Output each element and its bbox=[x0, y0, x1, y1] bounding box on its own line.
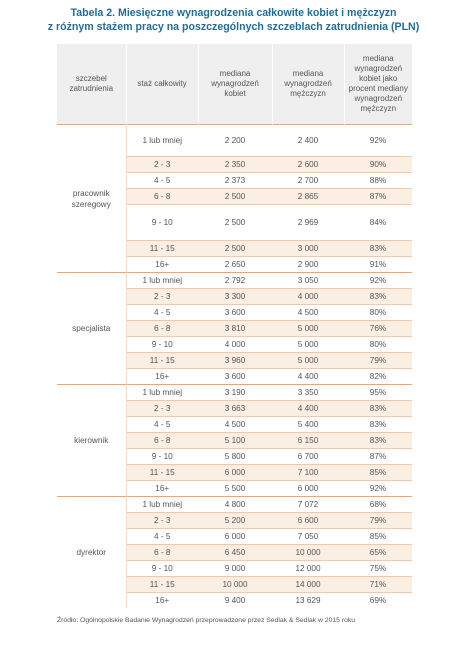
cell-tenure: 4 - 5 bbox=[126, 529, 198, 545]
cell-tenure: 9 - 10 bbox=[126, 205, 198, 241]
cell-men: 5 000 bbox=[272, 321, 344, 337]
cell-women: 5 200 bbox=[198, 513, 272, 529]
cell-women: 6 000 bbox=[198, 465, 272, 481]
cell-women: 2 500 bbox=[198, 241, 272, 257]
cell-ratio: 71% bbox=[344, 577, 412, 593]
section-label: pracownik szeregowy bbox=[57, 125, 126, 273]
cell-women: 3 663 bbox=[198, 401, 272, 417]
header-ratio: mediana wynagrodzeń kobiet jako procent mediany wynagrodzeń mężczyzn bbox=[344, 44, 412, 125]
cell-ratio: 80% bbox=[344, 337, 412, 353]
table-title bbox=[0, 0, 467, 34]
cell-ratio: 83% bbox=[344, 241, 412, 257]
title-line-1: Tabela 2. Miesięczne wynagrodzenia całkowite kobiet i mężczyzn bbox=[70, 7, 397, 19]
cell-women: 9 400 bbox=[198, 593, 272, 609]
cell-women: 3 600 bbox=[198, 305, 272, 321]
cell-women: 2 650 bbox=[198, 257, 272, 273]
cell-women: 3 300 bbox=[198, 289, 272, 305]
cell-ratio: 79% bbox=[344, 353, 412, 369]
cell-women: 2 792 bbox=[198, 273, 272, 289]
cell-tenure: 2 - 3 bbox=[126, 157, 198, 173]
cell-ratio: 80% bbox=[344, 305, 412, 321]
table-row bbox=[57, 497, 412, 513]
cell-ratio: 65% bbox=[344, 545, 412, 561]
table-body bbox=[57, 125, 412, 609]
cell-tenure: 4 - 5 bbox=[126, 173, 198, 189]
cell-tenure: 1 lub mniej bbox=[126, 385, 198, 401]
cell-men: 4 400 bbox=[272, 369, 344, 385]
cell-tenure: 11 - 15 bbox=[126, 577, 198, 593]
cell-ratio: 92% bbox=[344, 125, 412, 157]
cell-ratio: 79% bbox=[344, 513, 412, 529]
cell-tenure: 16+ bbox=[126, 369, 198, 385]
cell-men: 6 700 bbox=[272, 449, 344, 465]
cell-women: 4 000 bbox=[198, 337, 272, 353]
cell-women: 5 800 bbox=[198, 449, 272, 465]
cell-men: 12 000 bbox=[272, 561, 344, 577]
cell-men: 4 000 bbox=[272, 289, 344, 305]
cell-tenure: 1 lub mniej bbox=[126, 125, 198, 157]
cell-ratio: 87% bbox=[344, 189, 412, 205]
cell-ratio: 83% bbox=[344, 401, 412, 417]
cell-ratio: 83% bbox=[344, 433, 412, 449]
cell-men: 2 865 bbox=[272, 189, 344, 205]
cell-ratio: 83% bbox=[344, 417, 412, 433]
cell-ratio: 92% bbox=[344, 481, 412, 497]
cell-women: 9 000 bbox=[198, 561, 272, 577]
cell-ratio: 75% bbox=[344, 561, 412, 577]
cell-men: 2 700 bbox=[272, 173, 344, 189]
cell-tenure: 6 - 8 bbox=[126, 321, 198, 337]
cell-ratio: 85% bbox=[344, 529, 412, 545]
cell-women: 10 000 bbox=[198, 577, 272, 593]
header-men: mediana wynagrodzeń mężczyzn bbox=[272, 44, 344, 125]
cell-tenure: 9 - 10 bbox=[126, 337, 198, 353]
cell-men: 7 072 bbox=[272, 497, 344, 513]
cell-tenure: 4 - 5 bbox=[126, 417, 198, 433]
cell-ratio: 91% bbox=[344, 257, 412, 273]
header-tenure: staż całkowity bbox=[126, 44, 198, 125]
cell-men: 6 000 bbox=[272, 481, 344, 497]
table-row bbox=[57, 125, 412, 157]
header-women: mediana wynagrodzeń kobiet bbox=[198, 44, 272, 125]
table-row bbox=[57, 273, 412, 289]
cell-women: 5 100 bbox=[198, 433, 272, 449]
cell-men: 5 000 bbox=[272, 353, 344, 369]
cell-men: 2 400 bbox=[272, 125, 344, 157]
cell-women: 2 200 bbox=[198, 125, 272, 157]
cell-ratio: 69% bbox=[344, 593, 412, 609]
cell-men: 4 400 bbox=[272, 401, 344, 417]
cell-ratio: 83% bbox=[344, 289, 412, 305]
cell-ratio: 85% bbox=[344, 465, 412, 481]
cell-tenure: 16+ bbox=[126, 257, 198, 273]
cell-tenure: 2 - 3 bbox=[126, 513, 198, 529]
cell-women: 2 373 bbox=[198, 173, 272, 189]
cell-men: 2 600 bbox=[272, 157, 344, 173]
cell-women: 3 960 bbox=[198, 353, 272, 369]
cell-men: 7 050 bbox=[272, 529, 344, 545]
cell-tenure: 11 - 15 bbox=[126, 465, 198, 481]
cell-tenure: 6 - 8 bbox=[126, 545, 198, 561]
cell-tenure: 9 - 10 bbox=[126, 561, 198, 577]
cell-ratio: 82% bbox=[344, 369, 412, 385]
cell-men: 4 500 bbox=[272, 305, 344, 321]
cell-ratio: 88% bbox=[344, 173, 412, 189]
cell-women: 3 190 bbox=[198, 385, 272, 401]
cell-men: 13 629 bbox=[272, 593, 344, 609]
cell-ratio: 84% bbox=[344, 205, 412, 241]
cell-men: 3 000 bbox=[272, 241, 344, 257]
cell-tenure: 4 - 5 bbox=[126, 305, 198, 321]
cell-men: 3 350 bbox=[272, 385, 344, 401]
cell-tenure: 2 - 3 bbox=[126, 289, 198, 305]
cell-tenure: 16+ bbox=[126, 481, 198, 497]
section-label: dyrektor bbox=[57, 497, 126, 609]
cell-men: 5 400 bbox=[272, 417, 344, 433]
cell-men: 6 600 bbox=[272, 513, 344, 529]
cell-tenure: 6 - 8 bbox=[126, 433, 198, 449]
cell-tenure: 11 - 15 bbox=[126, 241, 198, 257]
cell-tenure: 16+ bbox=[126, 593, 198, 609]
table-header-row bbox=[57, 44, 412, 125]
cell-men: 2 900 bbox=[272, 257, 344, 273]
cell-tenure: 1 lub mniej bbox=[126, 497, 198, 513]
cell-men: 10 000 bbox=[272, 545, 344, 561]
cell-tenure: 6 - 8 bbox=[126, 189, 198, 205]
cell-women: 2 350 bbox=[198, 157, 272, 173]
source-note: Źródło: Ogólnopolskie Badanie Wynagrodzeń przeprowadzone przez Sedlak & Sedlak w 2015 roku bbox=[57, 617, 356, 624]
cell-women: 6 450 bbox=[198, 545, 272, 561]
title-line-2: z różnym stażem pracy na poszczególnych szczeblach zatrudnienia (PLN) bbox=[47, 21, 420, 33]
salary-table bbox=[57, 44, 412, 608]
cell-tenure: 9 - 10 bbox=[126, 449, 198, 465]
cell-men: 2 969 bbox=[272, 205, 344, 241]
cell-ratio: 95% bbox=[344, 385, 412, 401]
cell-women: 6 000 bbox=[198, 529, 272, 545]
cell-tenure: 2 - 3 bbox=[126, 401, 198, 417]
cell-ratio: 87% bbox=[344, 449, 412, 465]
cell-women: 3 810 bbox=[198, 321, 272, 337]
cell-women: 2 500 bbox=[198, 189, 272, 205]
cell-women: 4 800 bbox=[198, 497, 272, 513]
section-label: kierownik bbox=[57, 385, 126, 497]
header-level: szczebel zatrudnienia bbox=[57, 44, 126, 125]
section-label: specjalista bbox=[57, 273, 126, 385]
cell-ratio: 76% bbox=[344, 321, 412, 337]
table-row bbox=[57, 385, 412, 401]
cell-men: 14 000 bbox=[272, 577, 344, 593]
cell-men: 6 150 bbox=[272, 433, 344, 449]
cell-ratio: 92% bbox=[344, 273, 412, 289]
cell-women: 3 600 bbox=[198, 369, 272, 385]
cell-men: 7 100 bbox=[272, 465, 344, 481]
cell-men: 3 050 bbox=[272, 273, 344, 289]
cell-women: 2 500 bbox=[198, 205, 272, 241]
cell-women: 4 500 bbox=[198, 417, 272, 433]
cell-ratio: 90% bbox=[344, 157, 412, 173]
cell-tenure: 11 - 15 bbox=[126, 353, 198, 369]
cell-ratio: 68% bbox=[344, 497, 412, 513]
cell-women: 5 500 bbox=[198, 481, 272, 497]
cell-tenure: 1 lub mniej bbox=[126, 273, 198, 289]
cell-men: 5 000 bbox=[272, 337, 344, 353]
